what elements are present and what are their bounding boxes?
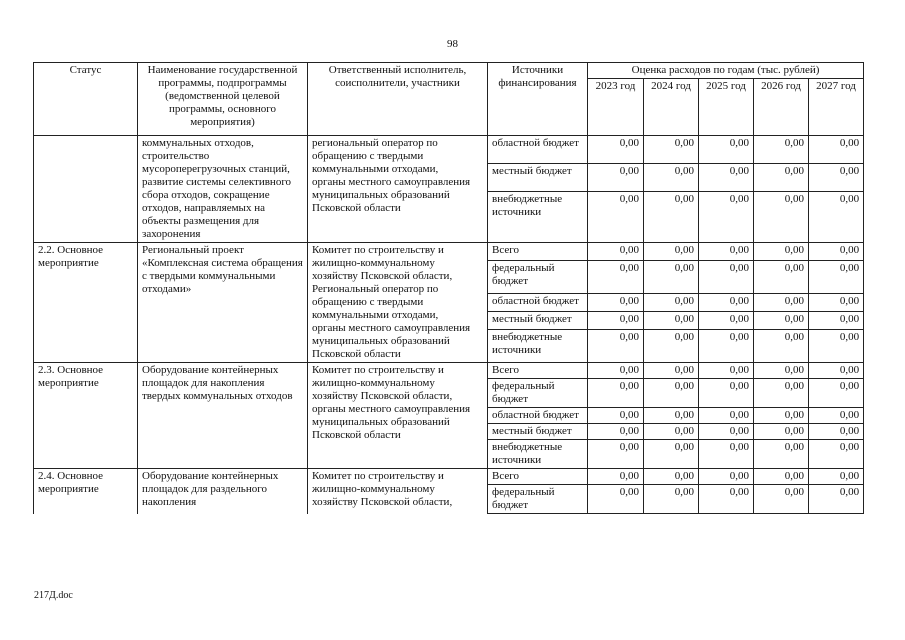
value-cell: 0,00 (809, 261, 864, 294)
responsible-line: органы местного самоуправления муниципальных образований Псковской области (312, 403, 471, 441)
header-status: Статус (34, 63, 138, 136)
value-cell: 0,00 (754, 485, 809, 514)
header-year: 2027 год (809, 79, 864, 136)
responsible-cell (308, 469, 488, 514)
value-cell: 0,00 (699, 312, 754, 330)
header-year: 2026 год (754, 79, 809, 136)
value-cell: 0,00 (809, 363, 864, 379)
budget-table (33, 62, 864, 514)
value-cell: 0,00 (588, 440, 644, 469)
value-cell: 0,00 (754, 261, 809, 294)
value-cell: 0,00 (588, 261, 644, 294)
value-cell: 0,00 (699, 243, 754, 261)
value-cell: 0,00 (699, 469, 754, 485)
source-cell: федеральный бюджет (488, 261, 588, 294)
value-cell: 0,00 (699, 136, 754, 164)
status-cell: 2.2. Основное мероприятие (34, 243, 138, 363)
value-cell: 0,00 (644, 293, 699, 311)
value-cell: 0,00 (588, 469, 644, 485)
value-cell: 0,00 (588, 293, 644, 311)
table-body (34, 136, 864, 514)
source-cell: федеральный бюджет (488, 379, 588, 408)
value-cell: 0,00 (754, 164, 809, 192)
status-cell: 2.3. Основное мероприятие (34, 363, 138, 469)
value-cell: 0,00 (644, 379, 699, 408)
value-cell: 0,00 (809, 330, 864, 363)
value-cell: 0,00 (588, 192, 644, 243)
value-cell: 0,00 (809, 136, 864, 164)
value-cell: 0,00 (809, 408, 864, 424)
value-cell: 0,00 (588, 164, 644, 192)
responsible-line: Комитет по строительству и жилищно-коммунальному хозяйству Псковской области, (312, 244, 453, 282)
name-cell: Оборудование контейнерных площадок для накопления твердых коммунальных отходов (138, 363, 308, 469)
responsible-cell (308, 363, 488, 469)
value-cell: 0,00 (699, 379, 754, 408)
value-cell: 0,00 (809, 440, 864, 469)
value-cell: 0,00 (809, 312, 864, 330)
value-cell: 0,00 (588, 379, 644, 408)
value-cell: 0,00 (699, 363, 754, 379)
value-cell: 0,00 (588, 136, 644, 164)
value-cell: 0,00 (754, 293, 809, 311)
responsible-line: Региональный оператор по обращению с твердыми коммунальными отходами, (312, 283, 439, 321)
value-cell: 0,00 (754, 243, 809, 261)
value-cell: 0,00 (644, 408, 699, 424)
value-cell: 0,00 (754, 440, 809, 469)
source-cell: Всего (488, 469, 588, 485)
header-year: 2025 год (699, 79, 754, 136)
name-cell: коммунальных отходов, строительство мусороперегрузочных станций, развитие системы селективного сбора отходов, сокращение отходов, направляемых на объекты размещения для захоронения (138, 136, 308, 243)
value-cell: 0,00 (699, 164, 754, 192)
source-cell: Всего (488, 363, 588, 379)
value-cell: 0,00 (754, 192, 809, 243)
value-cell: 0,00 (644, 330, 699, 363)
value-cell: 0,00 (699, 485, 754, 514)
value-cell: 0,00 (699, 424, 754, 440)
value-cell: 0,00 (809, 424, 864, 440)
table-row (34, 469, 864, 485)
value-cell: 0,00 (588, 424, 644, 440)
source-cell: Всего (488, 243, 588, 261)
value-cell: 0,00 (588, 363, 644, 379)
value-cell: 0,00 (644, 485, 699, 514)
page-number: 98 (447, 38, 458, 50)
value-cell: 0,00 (809, 164, 864, 192)
value-cell: 0,00 (754, 312, 809, 330)
value-cell: 0,00 (699, 293, 754, 311)
value-cell: 0,00 (699, 330, 754, 363)
value-cell: 0,00 (644, 261, 699, 294)
header-year: 2024 год (644, 79, 699, 136)
value-cell: 0,00 (644, 469, 699, 485)
value-cell: 0,00 (754, 330, 809, 363)
source-cell: местный бюджет (488, 312, 588, 330)
value-cell: 0,00 (809, 192, 864, 243)
header-row-1 (34, 63, 864, 79)
value-cell: 0,00 (809, 379, 864, 408)
source-cell: внебюджетные источники (488, 440, 588, 469)
value-cell: 0,00 (588, 485, 644, 514)
value-cell: 0,00 (644, 312, 699, 330)
value-cell: 0,00 (644, 192, 699, 243)
value-cell: 0,00 (644, 164, 699, 192)
value-cell: 0,00 (809, 293, 864, 311)
value-cell: 0,00 (644, 363, 699, 379)
value-cell: 0,00 (754, 469, 809, 485)
name-cell: Региональный проект «Комплексная система обращения с твердыми коммунальными отходами» (138, 243, 308, 363)
source-cell: местный бюджет (488, 164, 588, 192)
value-cell: 0,00 (754, 424, 809, 440)
table-row (34, 243, 864, 261)
value-cell: 0,00 (644, 440, 699, 469)
responsible-line: Комитет по строительству и жилищно-коммунальному хозяйству Псковской области, (312, 364, 453, 402)
status-cell: 2.4. Основное мероприятие (34, 469, 138, 514)
value-cell: 0,00 (754, 379, 809, 408)
value-cell: 0,00 (809, 485, 864, 514)
responsible-line: органы местного самоуправления муниципальных образований Псковской области (312, 176, 471, 214)
value-cell: 0,00 (644, 243, 699, 261)
responsible-cell (308, 243, 488, 363)
value-cell: 0,00 (754, 363, 809, 379)
source-cell: внебюджетные источники (488, 192, 588, 243)
table-row (34, 363, 864, 379)
value-cell: 0,00 (699, 192, 754, 243)
value-cell: 0,00 (809, 243, 864, 261)
value-cell: 0,00 (699, 408, 754, 424)
header-name: Наименование государственной программы, подпрограммы (ведомственной целевой программы, основного мероприятия) (138, 63, 308, 136)
responsible-line: Комитет по строительству и жилищно-коммунальному хозяйству Псковской области, (312, 470, 453, 508)
header-costs: Оценка расходов по годам (тыс. рублей) (588, 63, 864, 79)
status-cell (34, 136, 138, 243)
value-cell: 0,00 (754, 408, 809, 424)
header-responsible: Ответственный исполнитель, соисполнители, участники (308, 63, 488, 136)
table-row (34, 136, 864, 164)
responsible-line: органы местного самоуправления муниципальных образований Псковской области (312, 322, 471, 360)
source-cell: областной бюджет (488, 408, 588, 424)
name-cell: Оборудование контейнерных площадок для раздельного накопления (138, 469, 308, 514)
footer-filename: 217Д.doc (34, 590, 73, 601)
value-cell: 0,00 (588, 408, 644, 424)
source-cell: областной бюджет (488, 136, 588, 164)
value-cell: 0,00 (588, 243, 644, 261)
source-cell: внебюджетные источники (488, 330, 588, 363)
value-cell: 0,00 (809, 469, 864, 485)
header-sources: Источники финансирования (488, 63, 588, 136)
source-cell: федеральный бюджет (488, 485, 588, 514)
value-cell: 0,00 (754, 136, 809, 164)
value-cell: 0,00 (699, 261, 754, 294)
source-cell: местный бюджет (488, 424, 588, 440)
value-cell: 0,00 (644, 424, 699, 440)
value-cell: 0,00 (588, 312, 644, 330)
header-year: 2023 год (588, 79, 644, 136)
responsible-line: региональный оператор по обращению с твердыми коммунальными отходами, (312, 137, 439, 175)
value-cell: 0,00 (699, 440, 754, 469)
value-cell: 0,00 (588, 330, 644, 363)
responsible-cell (308, 136, 488, 243)
source-cell: областной бюджет (488, 293, 588, 311)
value-cell: 0,00 (644, 136, 699, 164)
